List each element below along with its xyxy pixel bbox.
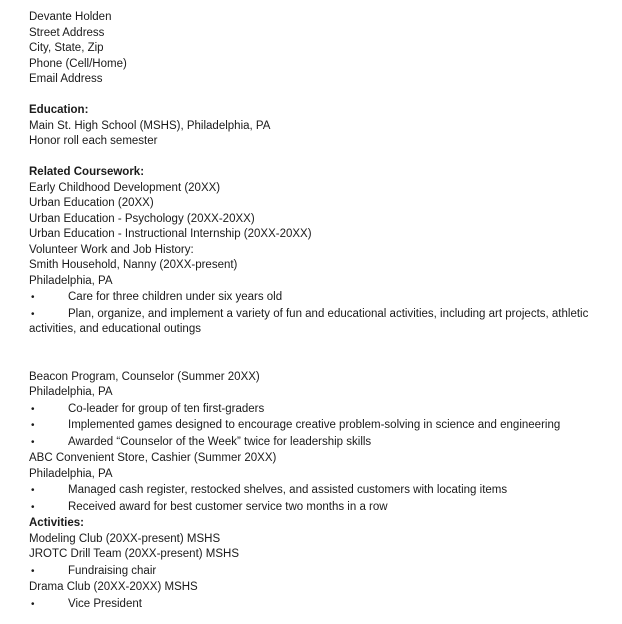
bullet-item — [29, 402, 608, 418]
section-heading-related-coursework: Related Coursework: — [29, 166, 145, 178]
bullet-item — [29, 597, 608, 613]
volunteer-history-label: Volunteer Work and Job History: — [29, 243, 194, 256]
coursework-item: Urban Education - Instructional Internship (20XX-20XX) — [29, 228, 312, 240]
bullet-item — [29, 290, 608, 306]
activity-jrotc-drill-team: JROTC Drill Team (20XX-present) MSHS — [29, 548, 240, 560]
section-heading-education: Education: — [29, 104, 89, 116]
coursework-item: Urban Education (20XX) — [29, 197, 154, 209]
contact-name: Devante Holden — [29, 11, 112, 23]
bullet-icon: • — [31, 485, 35, 496]
bullet-icon: • — [31, 420, 35, 431]
contact-street: Street Address — [29, 26, 105, 39]
blank-line — [29, 354, 608, 370]
job-title-counselor: Beacon Program, Counselor (Summer 20XX) — [29, 370, 260, 383]
education-school: Main St. High School (MSHS), Philadelphia, PA — [29, 119, 271, 132]
bullet-icon: • — [31, 292, 35, 303]
bullet-item — [29, 307, 608, 338]
blank-line — [29, 339, 608, 355]
job-title-cashier: ABC Convenient Store, Cashier (Summer 20XX) — [29, 452, 277, 464]
bullet-text: Received award for best customer service two months in a row — [68, 500, 388, 513]
bullet-icon: • — [31, 308, 35, 320]
bullet-item — [29, 435, 608, 451]
bullet-icon: • — [31, 565, 35, 577]
bullet-icon: • — [31, 501, 35, 513]
blank-line — [29, 88, 608, 104]
contact-city-state-zip: City, State, Zip — [29, 42, 104, 54]
bullet-icon: • — [31, 403, 35, 415]
section-heading-activities: Activities: — [29, 517, 84, 529]
contact-email: Email Address — [29, 73, 103, 85]
bullet-text: Vice President — [68, 597, 142, 610]
bullet-text: Plan, organize, and implement a variety of fun and educational activities, including art projects, athletic activities, and educational outings — [29, 307, 589, 335]
job-location: Philadelphia, PA — [29, 467, 113, 480]
bullet-text: Co-leader for group of ten first-graders — [68, 402, 265, 415]
bullet-text: Managed cash register, restocked shelves, and assisted customers with locating items — [68, 484, 508, 496]
blank-line — [29, 150, 608, 166]
bullet-item — [29, 483, 608, 499]
job-location: Philadelphia, PA — [29, 386, 113, 398]
coursework-item: Urban Education - Psychology (20XX-20XX) — [29, 212, 255, 225]
bullet-text: Care for three children under six years old — [68, 291, 283, 303]
bullet-item — [29, 418, 608, 434]
bullet-text: Awarded “Counselor of the Week” twice for leadership skills — [68, 435, 372, 448]
bullet-text: Implemented games designed to encourage creative problem-solving in science and engineering — [68, 419, 561, 431]
bullet-icon: • — [31, 436, 35, 448]
bullet-item — [29, 564, 608, 580]
bullet-text: Fundraising chair — [68, 564, 157, 577]
education-honor-roll: Honor roll each semester — [29, 135, 158, 147]
coursework-item: Early Childhood Development (20XX) — [29, 181, 221, 194]
bullet-icon: • — [31, 598, 35, 610]
job-title-nanny: Smith Household, Nanny (20XX-present) — [29, 259, 238, 271]
activity-modeling-club: Modeling Club (20XX-present) MSHS — [29, 532, 221, 545]
contact-phone: Phone (Cell/Home) — [29, 57, 127, 70]
activity-drama-club: Drama Club (20XX-20XX) MSHS — [29, 581, 198, 593]
job-location: Philadelphia, PA — [29, 274, 113, 287]
bullet-item — [29, 500, 608, 516]
